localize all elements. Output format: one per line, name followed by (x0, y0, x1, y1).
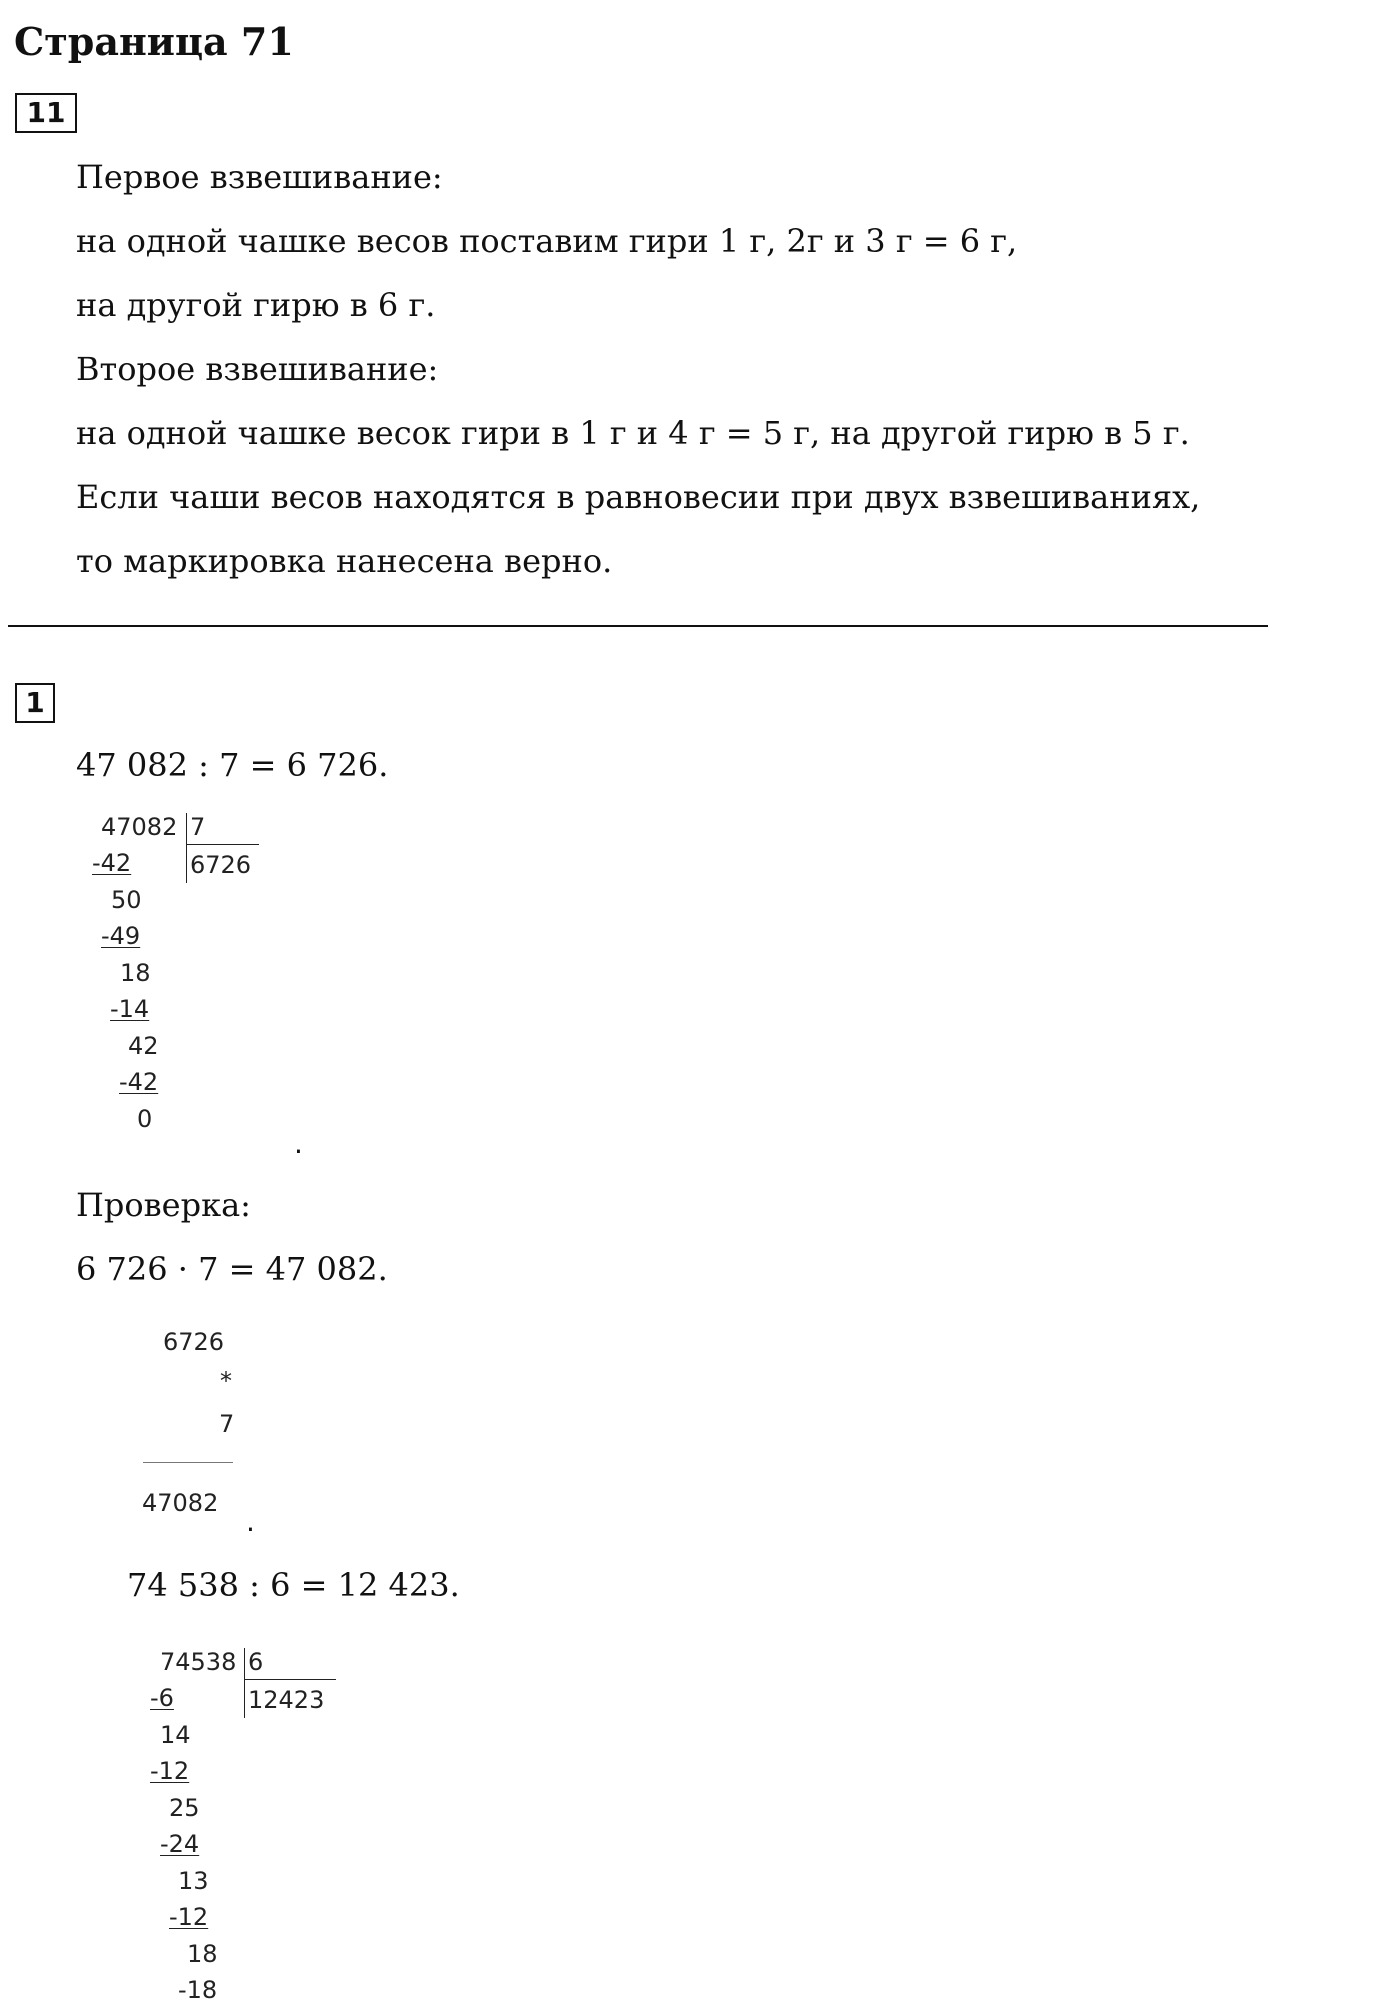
division-step: 25 (169, 1794, 200, 1822)
division-step: 18 (120, 959, 151, 987)
division-expression-1: 47 082 : 7 = 6 726. (76, 746, 389, 784)
task11-line-6: Если чаши весов находятся в равновесии при двух взвешиваниях, (76, 478, 1201, 516)
division-step: -12 (150, 1757, 190, 1785)
division-step: 42 (128, 1032, 159, 1060)
task11-line-1: Первое взвешивание: (76, 158, 443, 196)
division-step: -18 (178, 1976, 218, 2004)
division-step: -49 (101, 922, 141, 950)
task11-line-7: то маркировка нанесена верно. (76, 542, 613, 580)
check-expression: 6 726 · 7 = 47 082. (76, 1250, 388, 1288)
factor-2: 7 (219, 1410, 235, 1438)
division-vertical-line (244, 1648, 245, 1718)
divisor: 7 (190, 813, 206, 841)
division-vertical-line (186, 813, 187, 883)
period-mark: . (246, 1505, 255, 1538)
division-step: -14 (110, 995, 150, 1023)
division-step: 13 (178, 1867, 209, 1895)
factor-1: 6726 (163, 1328, 225, 1356)
division-horizontal-line (244, 1679, 336, 1680)
multiplication-line (143, 1462, 233, 1463)
division-step: 18 (187, 1940, 218, 1968)
division-step: -42 (119, 1068, 159, 1096)
product: 47082 (142, 1489, 219, 1517)
task11-line-5: на одной чашке весок гири в 1 г и 4 г = 5 г, на другой гирю в 5 г. (76, 414, 1190, 452)
dividend: 47082 (101, 813, 178, 841)
task11-line-3: на другой гирю в 6 г. (76, 286, 436, 324)
task11-line-4: Второе взвешивание: (76, 350, 439, 388)
division-step: 50 (111, 886, 142, 914)
multiply-sign: * (220, 1367, 232, 1395)
period-mark: . (294, 1127, 303, 1160)
task-number-1: 1 (15, 683, 55, 723)
section-divider (8, 625, 1268, 627)
dividend: 74538 (160, 1648, 237, 1676)
task11-line-2: на одной чашке весов поставим гири 1 г, 2г и 3 г = 6 г, (76, 222, 1018, 260)
check-label: Проверка: (76, 1186, 251, 1224)
division-step: -42 (92, 849, 132, 877)
page-title: Страница 71 (14, 19, 294, 64)
division-step: -24 (160, 1830, 200, 1858)
division-step: 14 (160, 1721, 191, 1749)
task-number-11: 11 (15, 93, 77, 133)
division-horizontal-line (186, 844, 259, 845)
divisor: 6 (248, 1648, 264, 1676)
division-step: -12 (169, 1903, 209, 1931)
division-expression-2: 74 538 : 6 = 12 423. (127, 1566, 460, 1604)
quotient: 6726 (190, 851, 252, 879)
division-step: -6 (150, 1684, 174, 1712)
quotient: 12423 (248, 1686, 325, 1714)
division-step: 0 (137, 1105, 153, 1133)
